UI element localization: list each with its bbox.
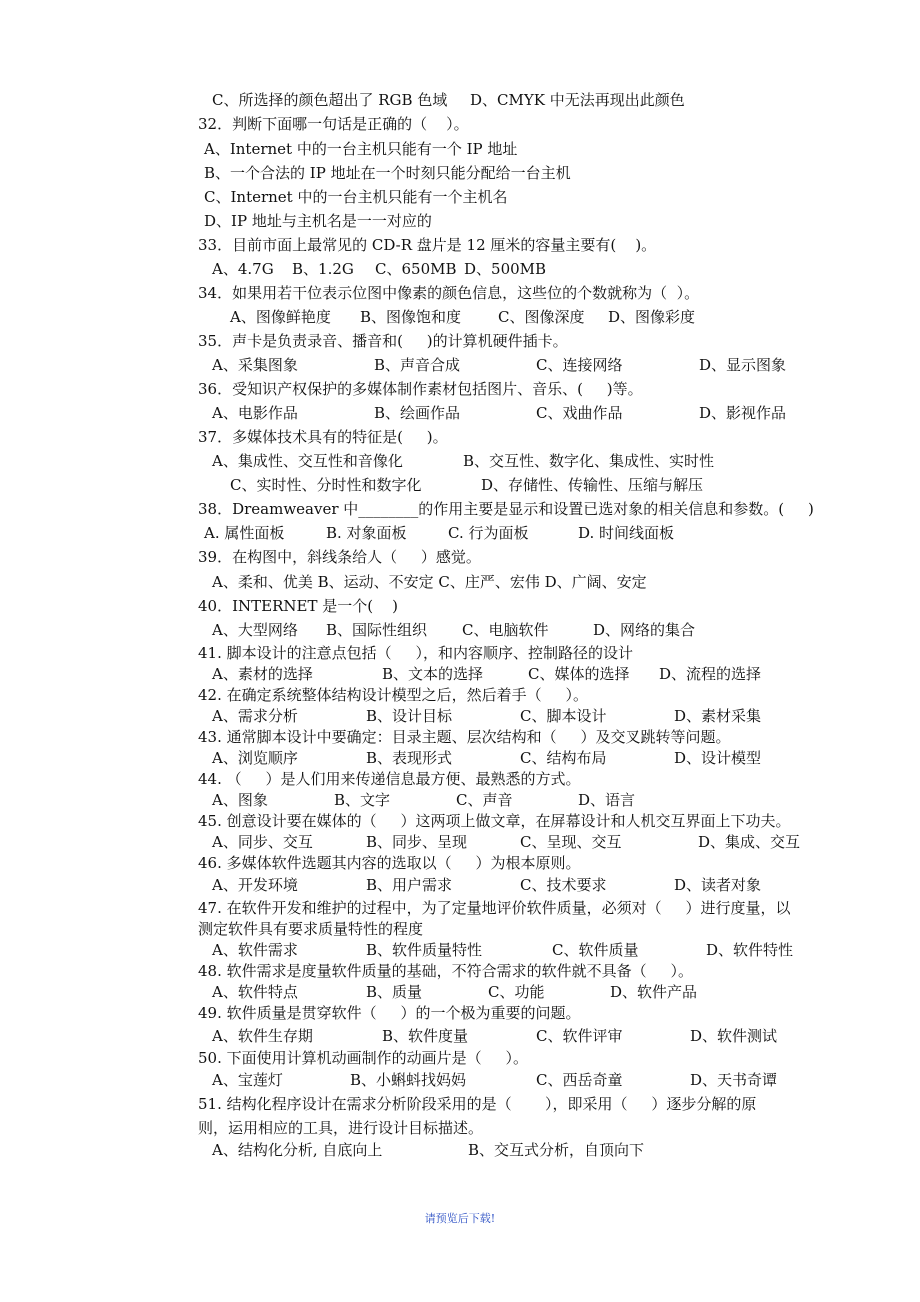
option-text: A、素材的选择: [212, 665, 313, 683]
footer-note: 请预览后下载!: [424, 1212, 496, 1225]
option-text: A、集成性、交互性和音像化: [212, 452, 403, 470]
option-text: C、实时性、分时性和数字化: [230, 476, 422, 494]
option-text: B、软件质量特性: [366, 941, 483, 959]
option-text: B、软件度量: [382, 1027, 469, 1045]
option-text: B、质量: [366, 983, 423, 1001]
option-text: D、500MB: [464, 260, 547, 278]
option-text: C、电脑软件: [462, 621, 549, 639]
option-text: B. 对象面板: [326, 524, 407, 542]
question-text: 38．Dreamweaver 中________的作用主要是显示和设置已选对象的相关信息和参数。( ): [198, 500, 814, 518]
option-text: A、采集图象: [212, 356, 298, 374]
question-text: 32．判断下面哪一句话是正确的（ ）。: [198, 115, 469, 133]
option-text: A、软件生存期: [212, 1027, 313, 1045]
option-text: B、用户需求: [366, 876, 453, 894]
option-text: B、小蝌蚪找妈妈: [350, 1071, 467, 1089]
option-text: C、所选择的颜色超出了 RGB 色域: [212, 91, 448, 109]
option-text: B、绘画作品: [374, 404, 461, 422]
question-text: 则，运用相应的工具，进行设计目标描述。: [198, 1119, 484, 1137]
question-text: B、一个合法的 IP 地址在一个时刻只能分配给一台主机: [204, 164, 571, 182]
question-text: 35．声卡是负责录音、播音和( )的计算机硬件插卡。: [198, 332, 568, 350]
question-text: A、Internet 中的一台主机只能有一个 IP 地址: [204, 140, 518, 158]
question-text: C、Internet 中的一台主机只能有一个主机名: [204, 188, 508, 206]
option-text: C、西岳奇童: [536, 1071, 623, 1089]
option-text: A. 属性面板: [204, 524, 285, 542]
option-text: D、读者对象: [674, 876, 762, 894]
question-text: 33．目前市面上最常见的 CD-R 盘片是 12 厘米的容量主要有( )。: [198, 236, 657, 254]
option-text: D、CMYK 中无法再现出此颜色: [470, 91, 685, 109]
option-text: A、同步、交互: [212, 833, 313, 851]
option-text: A、大型网络: [212, 621, 298, 639]
question-text: 49. 软件质量是贯穿软件（ ）的一个极为重要的问题。: [198, 1004, 581, 1022]
option-text: D. 时间线面板: [578, 524, 675, 542]
option-text: D、语言: [578, 791, 636, 809]
option-text: B、文字: [334, 791, 391, 809]
option-text: A、宝莲灯: [212, 1071, 283, 1089]
option-text: C、媒体的选择: [528, 665, 630, 683]
option-text: D、集成、交互: [698, 833, 801, 851]
option-text: D、影视作品: [699, 404, 787, 422]
question-text: 43. 通常脚本设计中要确定：目录主题、层次结构和（ ）及交叉跳转等问题。: [198, 728, 731, 746]
question-text: 37．多媒体技术具有的特征是( )。: [198, 428, 448, 446]
option-text: B、设计目标: [366, 707, 453, 725]
question-text: 测定软件具有要求质量特性的程度: [198, 920, 424, 938]
option-text: A、软件特点: [212, 983, 298, 1001]
option-text: B、文本的选择: [382, 665, 484, 683]
option-text: B、同步、呈现: [366, 833, 468, 851]
option-text: C、脚本设计: [520, 707, 607, 725]
option-text: C、声音: [456, 791, 513, 809]
option-text: C、技术要求: [520, 876, 607, 894]
question-text: 34．如果用若干位表示位图中像素的颜色信息，这些位的个数就称为（ ）。: [198, 284, 700, 302]
option-text: A、浏览顺序: [212, 749, 298, 767]
option-text: A、图像鲜艳度: [230, 308, 331, 326]
question-text: A、柔和、优美 B、运动、不安定 C、庄严、宏伟 D、广阔、安定: [212, 573, 647, 591]
option-text: A、需求分析: [212, 707, 298, 725]
question-text: 36．受知识产权保护的多媒体制作素材包括图片、音乐、( )等。: [198, 380, 643, 398]
option-text: A、4.7G: [212, 260, 274, 278]
option-text: B、交互性、数字化、集成性、实时性: [463, 452, 715, 470]
option-text: C、戏曲作品: [536, 404, 623, 422]
option-text: A、结构化分析, 自底向上: [212, 1141, 383, 1159]
option-text: C、650MB: [375, 260, 457, 278]
question-text: 44. （ ）是人们用来传递信息最方便、最熟悉的方式。: [198, 770, 581, 788]
option-text: D、存储性、传输性、压缩与解压: [481, 476, 704, 494]
question-text: 51. 结构化程序设计在需求分析阶段采用的是（ ），即采用（ ）逐步分解的原: [198, 1095, 757, 1113]
question-text: D、IP 地址与主机名是一一对应的: [204, 212, 432, 230]
option-text: D、设计模型: [674, 749, 762, 767]
option-text: C、结构布局: [520, 749, 607, 767]
option-text: D、软件特性: [706, 941, 794, 959]
option-text: D、天书奇谭: [690, 1071, 778, 1089]
option-text: C、功能: [488, 983, 545, 1001]
question-text: 46. 多媒体软件选题其内容的选取以（ ）为根本原则。: [198, 854, 581, 872]
option-text: D、图像彩度: [608, 308, 696, 326]
question-text: 47. 在软件开发和维护的过程中，为了定量地评价软件质量，必须对（ ）进行度量，以: [198, 899, 791, 917]
question-text: 48. 软件需求是度量软件质量的基础，不符合需求的软件就不具备（ ）。: [198, 962, 693, 980]
option-text: D、软件测试: [690, 1027, 778, 1045]
question-text: 45. 创意设计要在媒体的（ ）这两项上做文章，在屏幕设计和人机交互界面上下功夫。: [198, 812, 791, 830]
option-text: D、显示图象: [699, 356, 787, 374]
option-text: B、1.2G: [292, 260, 354, 278]
question-text: 40．INTERNET 是一个( ): [198, 597, 399, 615]
option-text: A、电影作品: [212, 404, 298, 422]
option-text: C、图像深度: [498, 308, 585, 326]
option-text: C、呈现、交互: [520, 833, 622, 851]
option-text: B、图像饱和度: [360, 308, 462, 326]
question-text: 39．在构图中，斜线条给人（ ）感觉。: [198, 548, 481, 566]
option-text: C、连接网络: [536, 356, 623, 374]
question-text: 50. 下面使用计算机动画制作的动画片是（ ）。: [198, 1049, 528, 1067]
option-text: D、网络的集合: [593, 621, 696, 639]
question-text: 41. 脚本设计的注意点包括（ ），和内容顺序、控制路径的设计: [198, 644, 633, 662]
option-text: B、声音合成: [374, 356, 461, 374]
option-text: C、软件质量: [552, 941, 639, 959]
option-text: A、软件需求: [212, 941, 298, 959]
option-text: C. 行为面板: [448, 524, 529, 542]
option-text: A、图象: [212, 791, 268, 809]
option-text: B、表现形式: [366, 749, 453, 767]
option-text: D、软件产品: [610, 983, 698, 1001]
option-text: C、软件评审: [536, 1027, 623, 1045]
question-text: 42. 在确定系统整体结构设计模型之后，然后着手（ ）。: [198, 686, 588, 704]
option-text: B、交互式分析，自顶向下: [468, 1141, 645, 1159]
option-text: D、流程的选择: [659, 665, 762, 683]
option-text: D、素材采集: [674, 707, 762, 725]
option-text: A、开发环境: [212, 876, 298, 894]
option-text: B、国际性组织: [326, 621, 428, 639]
